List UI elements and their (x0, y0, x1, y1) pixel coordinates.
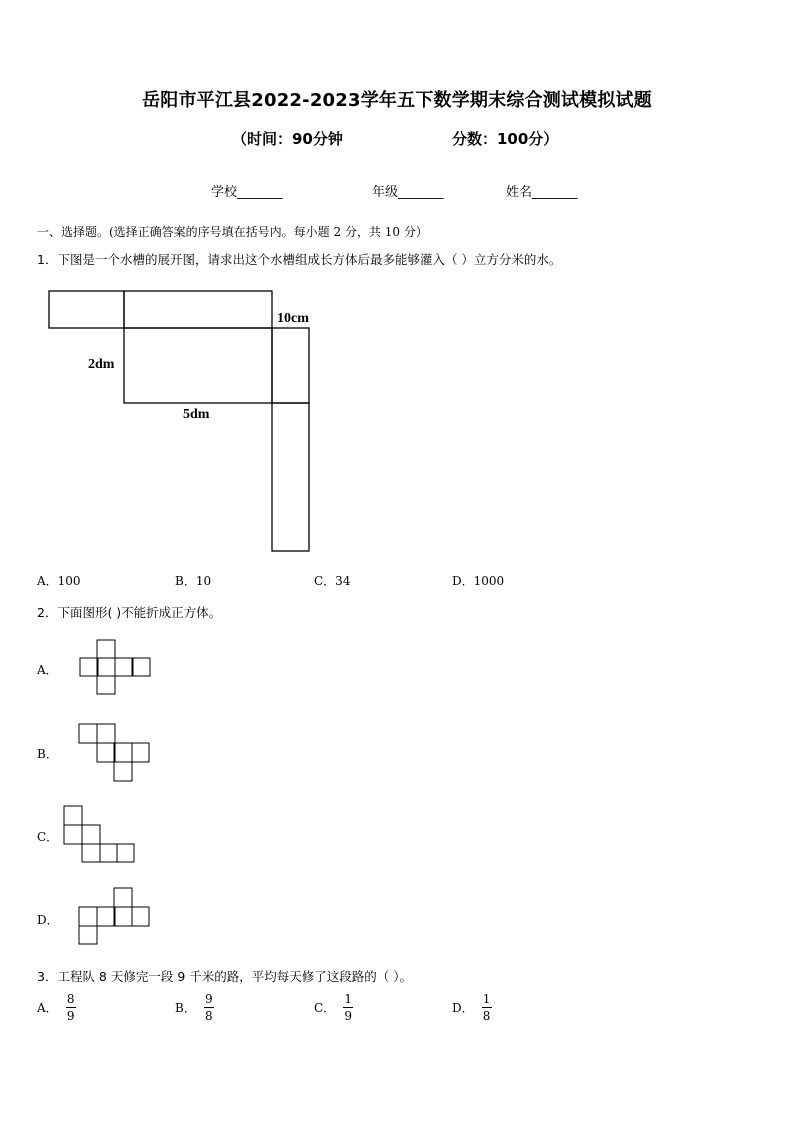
q3-a-denominator: 9 (66, 1009, 75, 1023)
water-tank-net-figure (49, 291, 309, 551)
q3-c-numerator: 1 (344, 992, 352, 1006)
q3-option-a[interactable] (37, 992, 76, 1023)
grade-field: 年级_______ (372, 185, 444, 200)
exam-time: （时间：90分钟 (232, 130, 343, 148)
label-height: 10cm (277, 311, 309, 326)
q3-d-denominator: 8 (482, 1009, 491, 1023)
q1-option-a[interactable]: A．100 (37, 574, 81, 588)
q3-option-c-label: C． (314, 1001, 336, 1015)
q2-option-c[interactable]: C． (37, 830, 59, 844)
label-width: 2dm (88, 357, 115, 372)
net-d-figure (79, 888, 149, 944)
q3-b-numerator: 9 (205, 992, 213, 1006)
q3-option-d-fraction (482, 992, 492, 1023)
q2-option-b[interactable]: B． (37, 747, 58, 761)
net-top-flap (124, 291, 272, 328)
net-c-figure (64, 806, 134, 862)
q3-option-b[interactable] (175, 992, 214, 1023)
q3-option-b-fraction (204, 992, 214, 1023)
section-heading: 一、选择题。(选择正确答案的序号填在括号内。每小题 2 分，共 10 分） (37, 225, 428, 239)
net-base (124, 328, 272, 403)
q1-option-c[interactable]: C．34 (314, 574, 351, 588)
school-field: 学校_______ (211, 185, 283, 200)
net-bottom-flap (272, 403, 309, 551)
page-title: 岳阳市平江县2022-2023学年五下数学期末综合测试模拟试题 (142, 90, 652, 111)
net-a-figure (80, 640, 150, 694)
q1-option-b[interactable]: B．10 (175, 574, 212, 588)
q3-option-a-fraction (66, 992, 76, 1023)
q1-option-d[interactable]: D．1000 (452, 574, 505, 588)
question-1-text: 1．下图是一个水槽的展开图，请求出这个水槽组成长方体后最多能够灌入（ ）立方分米的水。 (37, 252, 562, 267)
exam-score: 分数：100分） (452, 130, 559, 148)
net-left-flap (49, 291, 124, 328)
net-right-flap (272, 328, 309, 403)
name-field: 姓名_______ (506, 185, 578, 200)
question-3-text: 3．工程队 8 天修完一段 9 千米的路，平均每天修了这段路的（ ）。 (37, 969, 412, 984)
q3-option-c-fraction (343, 992, 353, 1023)
q3-option-d[interactable] (452, 992, 492, 1023)
q3-b-denominator: 8 (205, 1009, 213, 1023)
q2-option-d[interactable]: D． (37, 913, 59, 927)
q3-option-c[interactable] (314, 992, 353, 1023)
q3-d-numerator: 1 (482, 992, 491, 1006)
q3-a-numerator: 8 (66, 992, 75, 1006)
q2-option-a[interactable]: A． (37, 663, 58, 677)
q3-c-denominator: 9 (344, 1009, 352, 1023)
q3-option-d-label: D． (452, 1001, 474, 1015)
net-b-figure (79, 724, 149, 781)
q3-option-a-label: A． (37, 1001, 58, 1015)
q3-option-b-label: B． (175, 1001, 196, 1015)
label-length: 5dm (183, 407, 210, 422)
question-2-text: 2．下面图形( )不能折成正方体。 (37, 605, 222, 620)
